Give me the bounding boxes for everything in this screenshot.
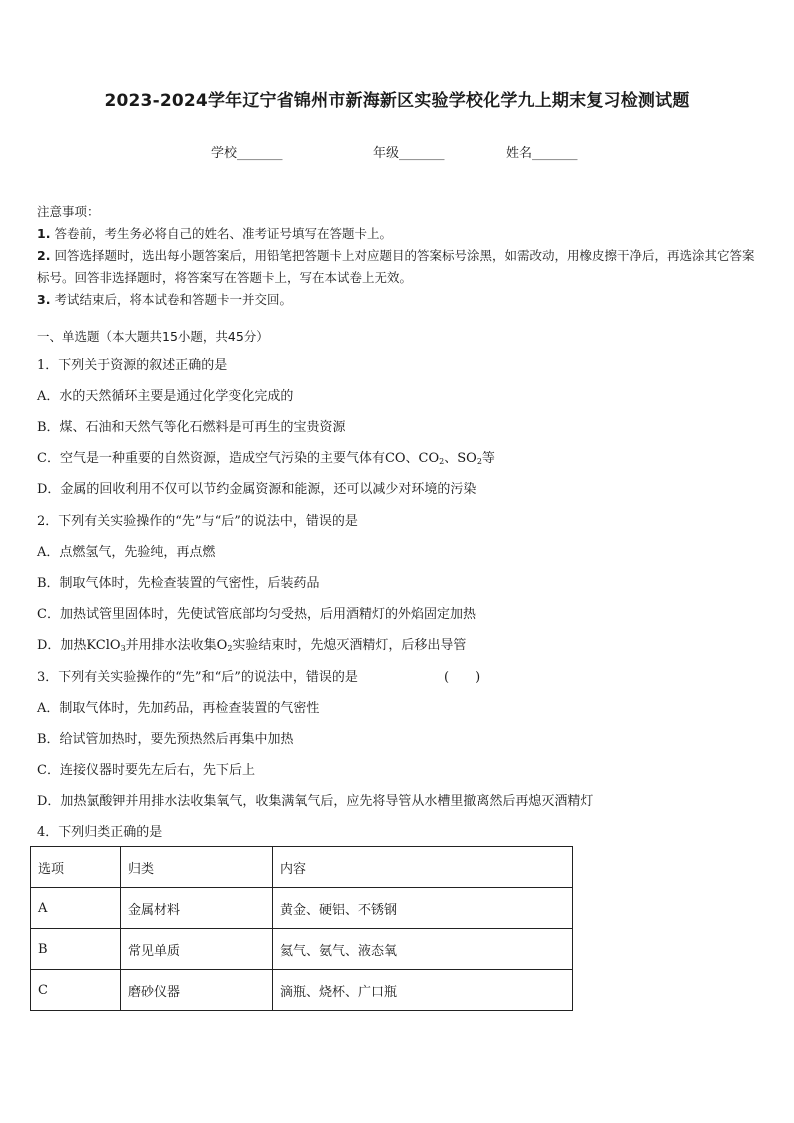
option-d-text: 并用排水法收集O — [125, 638, 228, 653]
question-2-option-d — [37, 634, 466, 653]
note-text: 答卷前，考生务必将自己的姓名、准考证号填写在答题卡上。 — [54, 226, 392, 241]
question-2-option-c: C．加热试管里固体时，先使试管底部均匀受热，后用酒精灯的外焰固定加热 — [37, 607, 476, 622]
table-row — [31, 970, 573, 1011]
exam-title: 2023-2024学年辽宁省锦州市新海新区实验学校化学九上期末复习检测试题 — [104, 91, 690, 111]
table-cell: C — [31, 970, 121, 1011]
question-1-option-a: A．水的天然循环主要是通过化学变化完成的 — [37, 389, 294, 404]
table-cell: 磨砂仪器 — [121, 970, 273, 1011]
note-number: 2. — [37, 248, 51, 263]
school-field: 学校_______ — [211, 146, 283, 161]
table-header-cell: 归类 — [121, 847, 273, 888]
table-header-cell: 选项 — [31, 847, 121, 888]
table-cell: B — [31, 929, 121, 970]
notes-heading: 注意事项： — [37, 204, 100, 219]
note-item — [37, 289, 762, 311]
question-3-option-b: B．给试管加热时，要先预热然后再集中加热 — [37, 732, 294, 747]
question-1-option-c — [37, 447, 495, 466]
subscript: 3 — [120, 644, 126, 653]
subscript: 2 — [227, 644, 233, 653]
answer-parentheses: ( ) — [444, 670, 481, 685]
table-header-cell: 内容 — [273, 847, 573, 888]
table-cell: 氦气、氨气、液态氧 — [273, 929, 573, 970]
note-text: 考试结束后，将本试卷和答题卡一并交回。 — [54, 292, 292, 307]
question-3-option-a: A．制取气体时，先加药品，再检查装置的气密性 — [37, 701, 320, 716]
question-2-stem: 2．下列有关实验操作的“先”与“后”的说法中，错误的是 — [37, 514, 358, 529]
question-1-option-d: D．金属的回收利用不仅可以节约金属资源和能源，还可以减少对环境的污染 — [37, 482, 477, 497]
option-d-text: D．加热KClO — [37, 638, 121, 653]
note-number: 1. — [37, 226, 51, 241]
table-cell: A — [31, 888, 121, 929]
name-field: 姓名_______ — [506, 146, 578, 161]
table-cell: 黄金、硬铝、不锈钢 — [273, 888, 573, 929]
table-cell: 金属材料 — [121, 888, 273, 929]
question-3-stem: 3．下列有关实验操作的“先”和“后”的说法中，错误的是 — [37, 670, 358, 685]
notes-block — [37, 201, 762, 311]
note-item — [37, 223, 762, 245]
table-row — [31, 888, 573, 929]
table-cell: 滴瓶、烧杯、广口瓶 — [273, 970, 573, 1011]
subscript: 2 — [439, 457, 445, 466]
note-number: 3. — [37, 292, 51, 307]
table-header-row — [31, 847, 573, 888]
classification-table — [30, 846, 573, 1011]
option-c-text: 等 — [481, 451, 495, 466]
option-c-text: 、SO — [444, 451, 477, 466]
option-d-text: 实验结束时，先熄灭酒精灯，后移出导管 — [232, 638, 467, 653]
option-c-text: C．空气是一种重要的自然资源，造成空气污染的主要气体有CO、CO — [37, 451, 440, 466]
question-1-stem: 1．下列关于资源的叙述正确的是 — [37, 358, 228, 373]
question-2-option-a: A．点燃氢气，先验纯，再点燃 — [37, 545, 216, 560]
question-1-option-b: B．煤、石油和天然气等化石燃料是可再生的宝贵资源 — [37, 420, 346, 435]
section-heading: 一、单选题（本大题共15小题，共45分） — [37, 329, 269, 344]
note-text: 回答选择题时，选出每小题答案后，用铅笔把答题卡上对应题目的答案标号涂黑，如需改动，用橡皮擦干净后，再选涂其它答案标号。回答非选择题时，将答案写在答题卡上，写在本试卷上无效。 — [37, 248, 755, 285]
question-4-stem: 4．下列归类正确的是 — [37, 825, 163, 840]
table-cell: 常见单质 — [121, 929, 273, 970]
question-3-option-c: C．连接仪器时要先左后右，先下后上 — [37, 763, 255, 778]
question-2-option-b: B．制取气体时，先检查装置的气密性，后装药品 — [37, 576, 320, 591]
subscript: 2 — [476, 457, 482, 466]
grade-field: 年级_______ — [373, 146, 445, 161]
note-item — [37, 245, 762, 289]
question-3-option-d: D．加热氯酸钾并用排水法收集氧气，收集满氧气后，应先将导管从水槽里撤离然后再熄灭酒精灯 — [37, 794, 594, 809]
table-row — [31, 929, 573, 970]
